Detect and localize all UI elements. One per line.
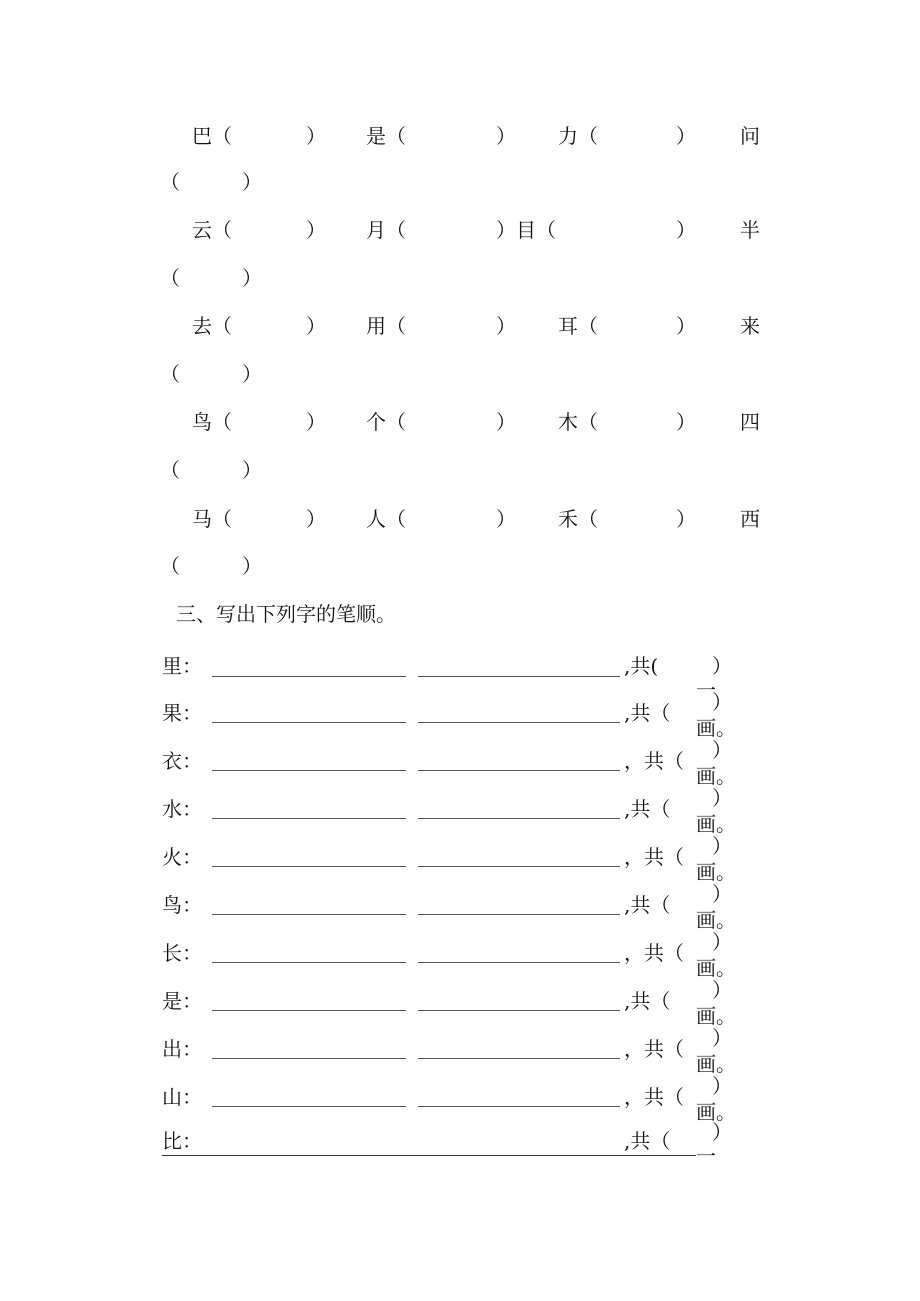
stroke-count-prefix: ，共（ [624,1085,684,1109]
table-cell: ） [676,507,696,531]
stroke-blank[interactable] [212,1010,406,1011]
stroke-count-close: ） [712,738,732,762]
stroke-char-label: 出： [162,1037,202,1061]
table-cell: 月（ [366,218,406,242]
stroke-count-prefix: ,共（ [624,701,671,725]
stroke-count-tail: 画。 [696,1004,736,1028]
table-cell: ） [676,410,696,434]
wrap-close: ） [242,458,262,482]
stroke-char-label: 是： [162,989,202,1013]
stroke-char-label: 火： [162,845,202,869]
stroke-count-tail: 一 [696,1144,716,1168]
stroke-char-label: 果： [162,701,202,725]
stroke-blank-full[interactable] [162,1155,696,1156]
stroke-count-close: ） [712,930,732,954]
stroke-count-prefix: ，共（ [624,845,684,869]
stroke-blank[interactable] [418,818,620,819]
stroke-blank[interactable] [418,866,620,867]
wrap-close: ） [242,362,262,386]
table-cell: ） [306,410,326,434]
table-cell: ） [676,124,696,148]
stroke-count-prefix: ,共( [624,654,659,678]
table-cell: ）目（ [496,218,556,242]
stroke-count-prefix: ，共（ [624,749,684,773]
table-cell: 木（ [558,410,598,434]
wrap-close: ） [242,266,262,290]
table-cell: ） [496,124,516,148]
stroke-blank[interactable] [212,866,406,867]
stroke-char-label: 比： [162,1129,202,1153]
stroke-blank[interactable] [212,770,406,771]
stroke-count-close: ） [712,978,732,1002]
stroke-count-tail: 画。 [696,812,736,836]
stroke-count-prefix: ,共（ [624,1129,671,1153]
table-cell: 人（ [366,507,406,531]
table-cell: ） [496,507,516,531]
table-cell: ） [306,124,326,148]
table-cell: ） [496,314,516,338]
table-cell: 禾（ [558,507,598,531]
stroke-blank[interactable] [418,676,620,677]
stroke-char-label: 山： [162,1085,202,1109]
stroke-blank[interactable] [418,722,620,723]
stroke-count-prefix: ,共（ [624,893,671,917]
stroke-count-tail: 画。 [696,1100,736,1124]
table-cell: 个（ [366,410,406,434]
table-cell: 云（ [192,218,232,242]
table-cell: ） [676,314,696,338]
stroke-count-tail: 一 [696,678,716,702]
section-title: 三、写出下列字的笔顺。 [176,602,396,626]
stroke-count-tail: 画。 [696,764,736,788]
stroke-count-close: ） [712,834,732,858]
wrap-open: （ [160,170,180,194]
stroke-blank[interactable] [212,1106,406,1107]
wrap-open: （ [160,554,180,578]
stroke-blank[interactable] [418,914,620,915]
table-cell: 问 [740,124,760,148]
table-cell: 是（ [366,124,406,148]
stroke-char-label: 水： [162,797,202,821]
stroke-blank[interactable] [418,1106,620,1107]
stroke-count-close: ） [712,1120,732,1144]
stroke-count-tail: 画。 [696,1052,736,1076]
stroke-blank[interactable] [418,1058,620,1059]
stroke-count-prefix: ,共（ [624,989,671,1013]
stroke-count-close: ） [712,690,732,714]
table-cell: 马（ [192,507,232,531]
wrap-open: （ [160,266,180,290]
stroke-blank[interactable] [212,818,406,819]
stroke-count-tail: 画。 [696,908,736,932]
table-cell: 四 [740,410,760,434]
stroke-blank[interactable] [212,722,406,723]
stroke-count-close: ） [712,786,732,810]
stroke-count-tail: 画。 [696,860,736,884]
table-cell: 鸟（ [192,410,232,434]
wrap-close: ） [242,170,262,194]
table-cell: 用（ [366,314,406,338]
wrap-open: （ [160,458,180,482]
table-cell: ） [496,410,516,434]
stroke-count-prefix: ，共（ [624,1037,684,1061]
stroke-blank[interactable] [212,962,406,963]
stroke-char-label: 鸟： [162,893,202,917]
stroke-blank[interactable] [418,962,620,963]
stroke-char-label: 里： [162,654,202,678]
stroke-blank[interactable] [418,1010,620,1011]
table-cell: ） [676,218,696,242]
wrap-open: （ [160,362,180,386]
table-cell: ） [306,218,326,242]
stroke-blank[interactable] [418,770,620,771]
stroke-count-close: ） [712,1074,732,1098]
table-cell: 来 [740,314,760,338]
table-cell: ） [306,314,326,338]
stroke-count-prefix: ,共（ [624,797,671,821]
wrap-close: ） [242,554,262,578]
stroke-blank[interactable] [212,914,406,915]
table-cell: 半 [740,218,760,242]
stroke-count-tail: 画。 [696,956,736,980]
stroke-count-close: ） [712,1026,732,1050]
stroke-char-label: 长： [162,941,202,965]
stroke-count-tail: 画。 [696,716,736,740]
stroke-blank[interactable] [212,1058,406,1059]
stroke-count-close: ） [712,882,732,906]
table-cell: 西 [740,507,760,531]
table-cell: 去（ [192,314,232,338]
table-cell: 巴（ [192,124,232,148]
stroke-count-close: ） [712,654,732,678]
stroke-char-label: 衣： [162,749,202,773]
table-cell: ） [306,507,326,531]
stroke-count-prefix: ，共（ [624,941,684,965]
stroke-blank[interactable] [212,676,406,677]
table-cell: 耳（ [558,314,598,338]
table-cell: 力（ [558,124,598,148]
